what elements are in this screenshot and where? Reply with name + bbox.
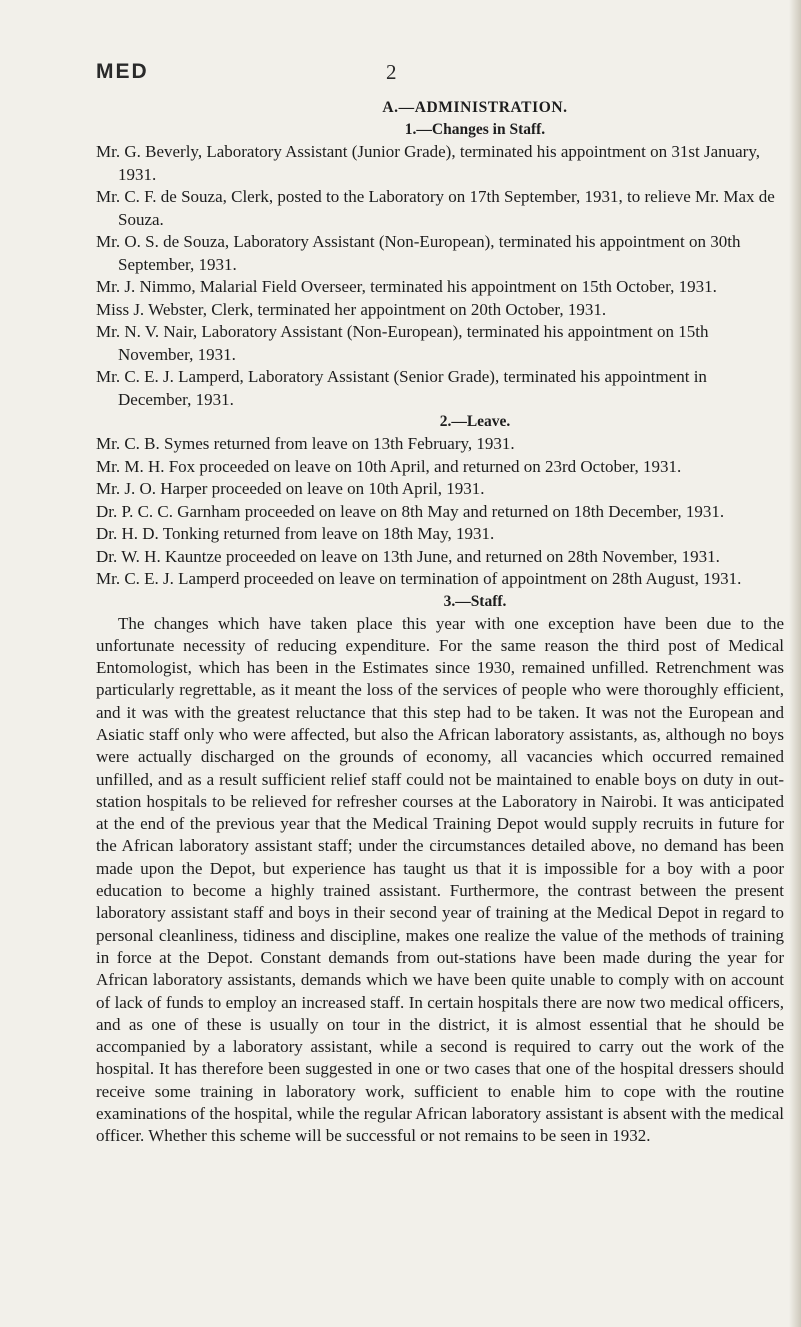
leave-entry: Mr. M. H. Fox proceeded on leave on 10th April, and returned on 23rd October, 1931.: [96, 456, 682, 476]
staff-change-entry: Mr. C. E. J. Lamperd, Laboratory Assistant (Senior Grade), terminated his appointment in December, 1931.: [96, 367, 707, 409]
staff-paragraph: The changes which have taken place this year with one exception have been due to the unfortunate necessity of reducing expenditure. For the same reason the third post of Medical Entomologist, which has been in the Estimates since 1930, remained unfilled. Retrenchment was particularly regrettable, as it meant the loss of the services of people who were thoroughly efficient, and it was with the greatest reluctance that this step had to be taken. It was not the European and Asiatic staff only who were affected, but also the African laboratory assistants, as, although no boys were actually discharged on the grounds of economy, all vacancies which occurred remained unfilled, and as a result sufficient relief staff could not be maintained to enable boys on duty in out-station hospitals to be relieved for refresher courses at the Laboratory in Nairobi. It was anticipated at the end of the previous year that the Medical Training Depot would supply recruits in future for the African laboratory assistant staff; under the circumstances detailed above, no demand has been made upon the Depot, but experience has taught us that it is impossible for a boy with a poor education to become a highly trained assistant. Furthermore, the contrast between the present laboratory assistant staff and boys in their second year of training at the Medical Depot in regard to personal cleanliness, tidiness and discipline, makes one realize the value of the methods of training in force at the Depot. Constant demands from out-stations have been made during the year for African laboratory assistants, demands which we have been quite unable to comply with on account of lack of funds to employ an increased staff. In certain hospitals there are now two medical officers, and as one of these is usually on tour in the district, it is almost essential that he should be accompanied by a laboratory assistant, while a second is required to carry out the work of the hospital. It has therefore been suggested in one or two cases that one of the hospital dressers should receive some training in laboratory work, sufficient to enable him to cope with the routine examinations of the hospital, while the regular African laboratory assistant is absent with the medical officer. Whether this scheme will be successful or not remains to be seen in 1932.: [96, 613, 784, 1146]
staff-change-entry: Mr. O. S. de Souza, Laboratory Assistant (Non-European), terminated his appointment on 30th September, 1931.: [96, 232, 741, 274]
page-number: 2: [386, 60, 397, 84]
staff-change-entry: Miss J. Webster, Clerk, terminated her appointment on 20th October, 1931.: [96, 299, 607, 319]
leave-entry: Dr. W. H. Kauntze proceeded on leave on 13th June, and returned on 28th November, 1931.: [96, 546, 720, 566]
staff-change-entry: Mr. N. V. Nair, Laboratory Assistant (Non-European), terminated his appointment on 15th November, 1931.: [96, 322, 709, 364]
page-edge: [789, 0, 801, 1327]
page-body: [96, 97, 784, 1148]
heading-changes-in-staff: 1.—Changes in Staff.: [404, 121, 546, 138]
heading-staff: 3.—Staff.: [443, 592, 507, 610]
leave-entry: Mr. J. O. Harper proceeded on leave on 10th April, 1931.: [96, 479, 485, 498]
staff-change-entry: Mr. J. Nimmo, Malarial Field Overseer, terminated his appointment on 15th October, 1931.: [96, 277, 717, 296]
heading-leave: 2.—Leave.: [439, 413, 511, 430]
staff-change-entry: Mr. C. F. de Souza, Clerk, posted to the Laboratory on 17th September, 1931, to relieve Mr. Max de Souza.: [96, 187, 775, 229]
leave-entry: Dr. H. D. Tonking returned from leave on 18th May, 1931.: [96, 524, 495, 543]
section-title: A.—ADMINISTRATION.: [382, 99, 568, 116]
leave-entry: Mr. C. E. J. Lamperd proceeded on leave on termination of appointment on 28th August, 1931.: [96, 569, 742, 588]
staff-change-entry: Mr. G. Beverly, Laboratory Assistant (Junior Grade), terminated his appointment on 31st January, 1931.: [96, 142, 760, 184]
leave-entry: Dr. P. C. C. Garnham proceeded on leave on 8th May and returned on 18th December, 1931.: [96, 501, 725, 521]
running-header: MED: [96, 60, 149, 83]
leave-entry: Mr. C. B. Symes returned from leave on 13th February, 1931.: [96, 434, 515, 453]
